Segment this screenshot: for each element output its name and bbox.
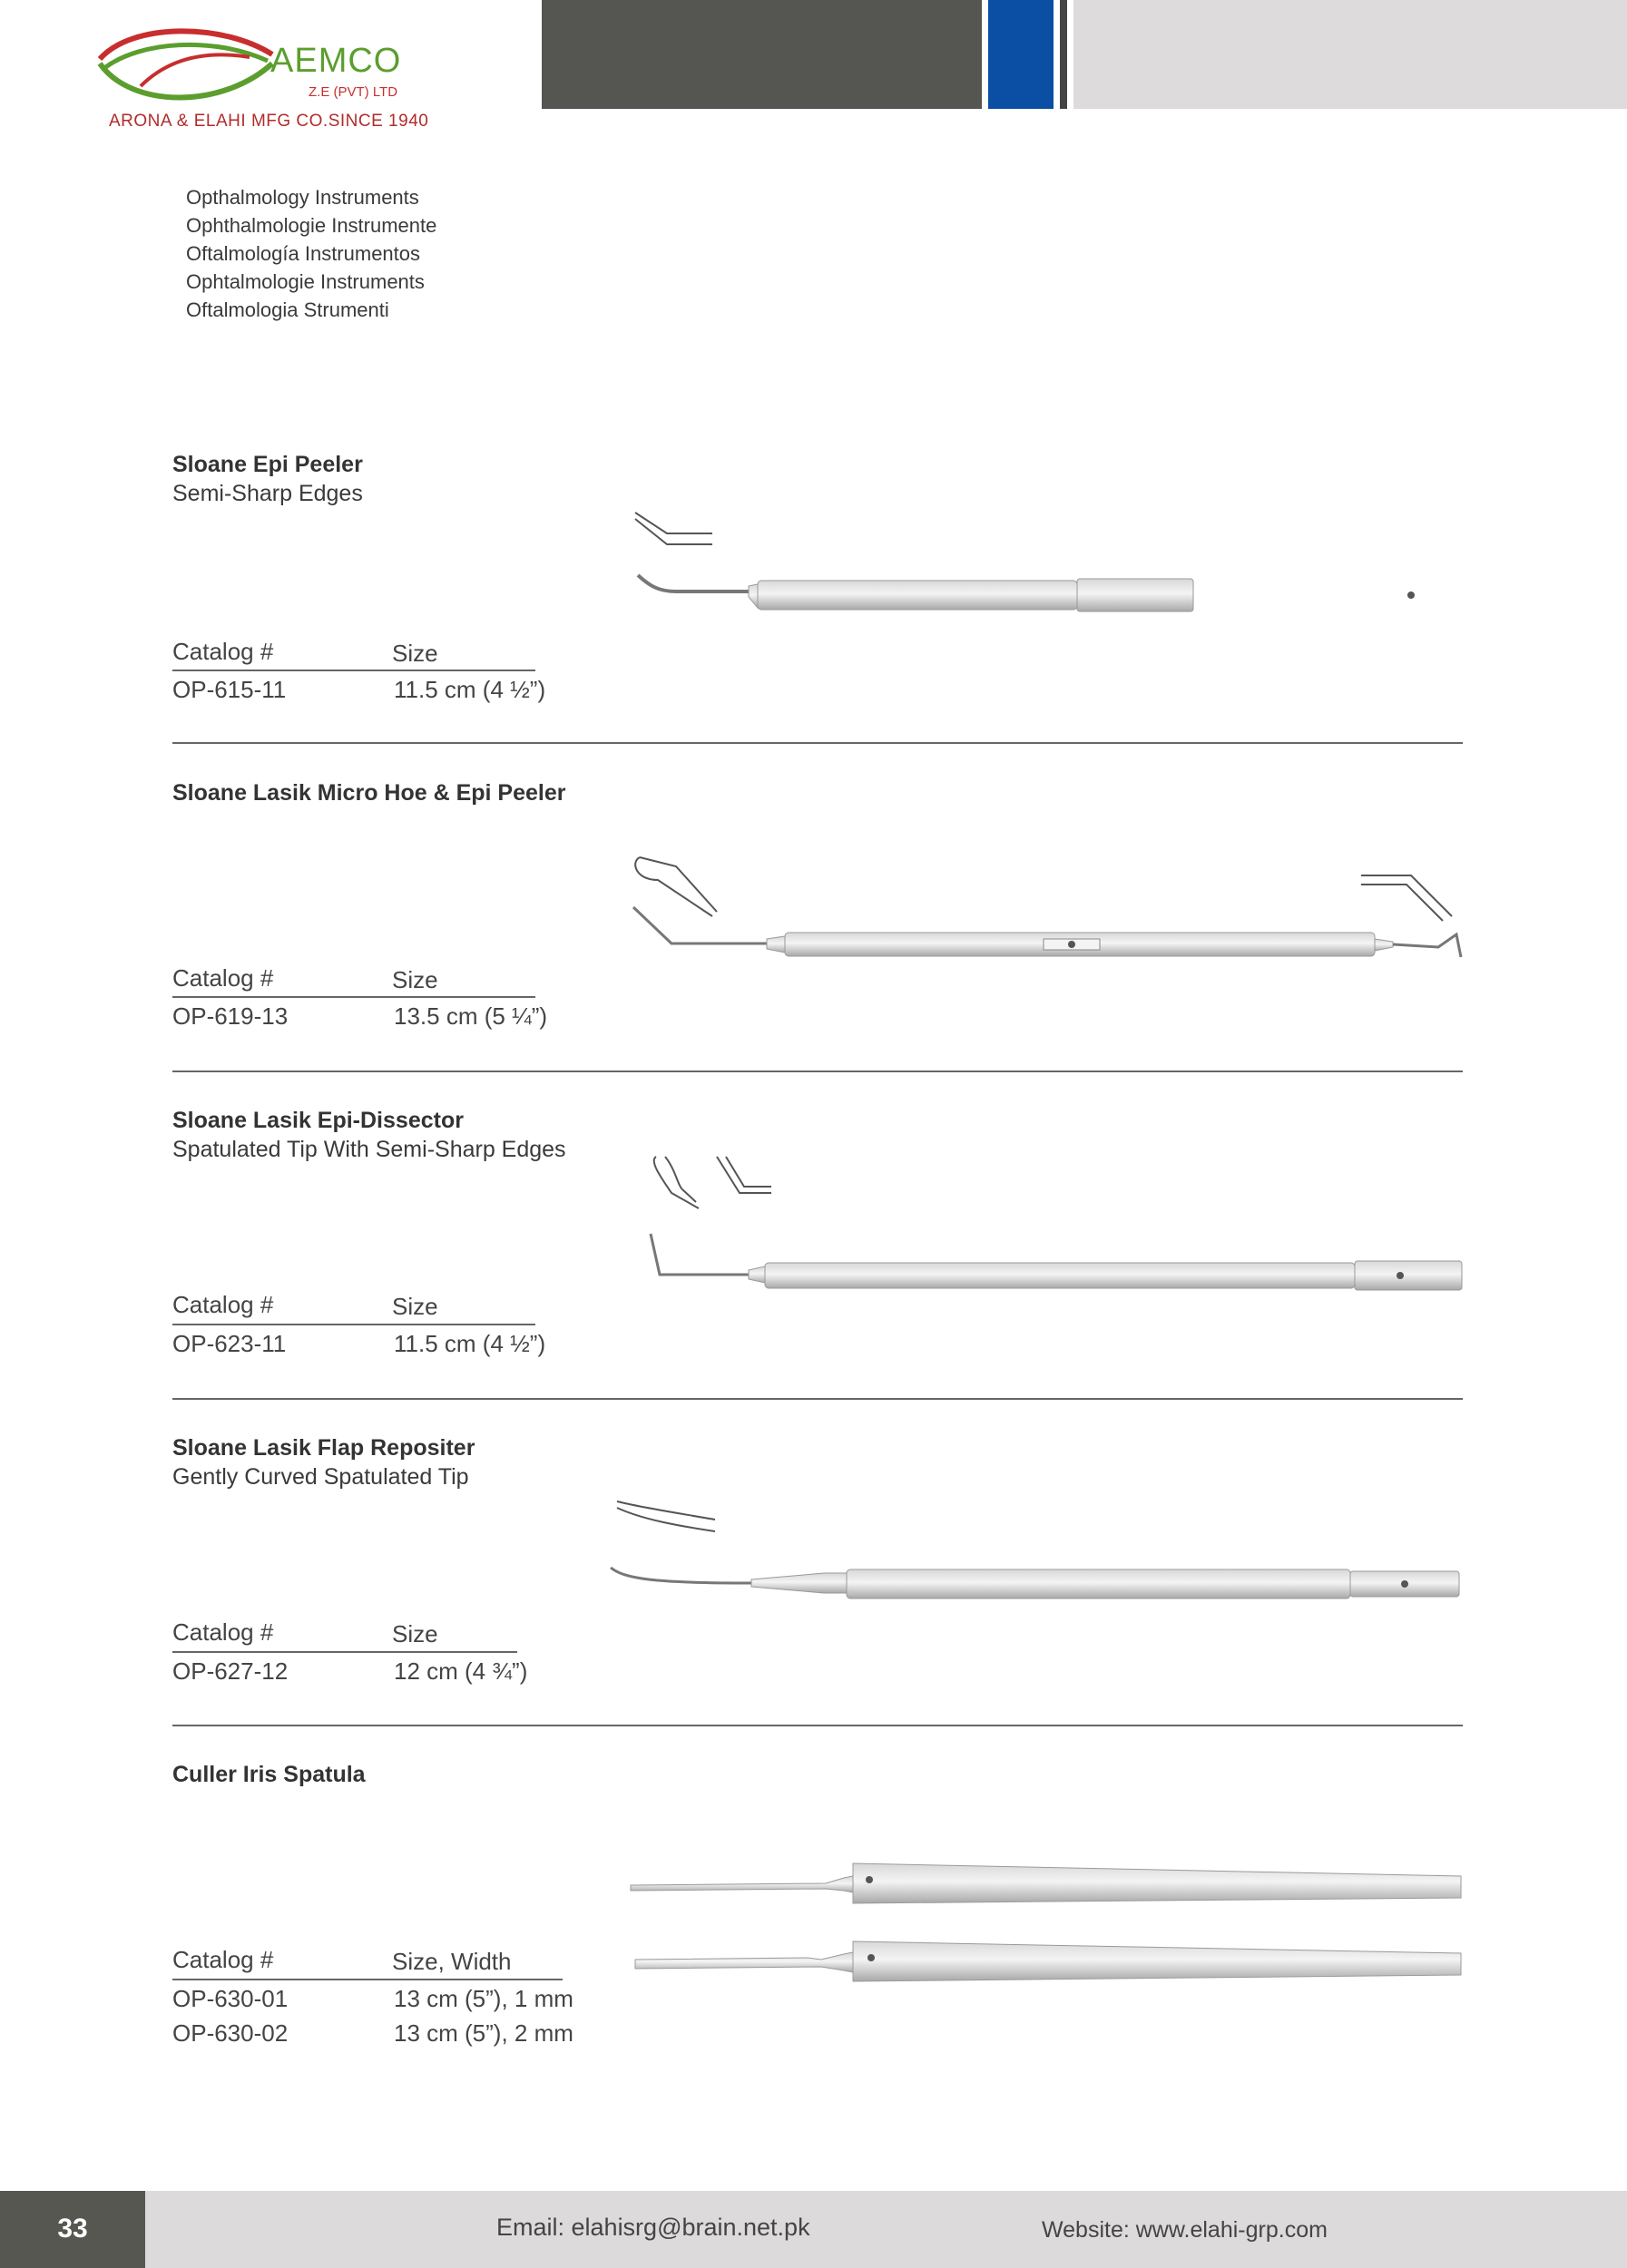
- section-divider: [172, 1725, 1463, 1726]
- catalog-header: Catalog #: [172, 964, 274, 992]
- header-bar-divider: [1060, 0, 1067, 109]
- catalog-number: OP-623-11: [172, 1330, 287, 1357]
- product-title: Sloane Epi Peeler: [172, 452, 363, 477]
- section-divider: [172, 1398, 1463, 1400]
- size-value: 13 cm (5”), 1 mm: [394, 1985, 573, 2012]
- catalog-header: Catalog #: [172, 1946, 274, 1973]
- brand-name: AEMCO: [270, 42, 402, 80]
- table-header-rule: [172, 996, 535, 998]
- product-title: Culler Iris Spatula: [172, 1762, 366, 1787]
- epi-dissector-image: [640, 1152, 1465, 1297]
- catalog-number: OP-619-13: [172, 1002, 289, 1030]
- catalog-number: OP-630-02: [172, 2019, 289, 2047]
- category-item: Ophthalmologie Instrumente: [186, 214, 437, 237]
- size-value: 11.5 cm (4 ½”): [394, 676, 546, 703]
- product-subtitle: Gently Curved Spatulated Tip: [172, 1464, 469, 1490]
- page-number: 33: [57, 2214, 88, 2244]
- size-value: 12 cm (4 ¾”): [394, 1657, 528, 1685]
- product-subtitle: Semi-Sharp Edges: [172, 481, 363, 506]
- flap-repositer-image: [606, 1497, 1466, 1606]
- catalog-header: Catalog #: [172, 1618, 274, 1646]
- catalog-header: Catalog #: [172, 1291, 274, 1318]
- section-divider: [172, 1070, 1463, 1072]
- brand-tagline: ARONA & ELAHI MFG CO.SINCE 1940: [109, 112, 429, 131]
- category-item: Ophtalmologie Instruments: [186, 270, 425, 293]
- size-value: 11.5 cm (4 ½”): [394, 1330, 546, 1357]
- table-header-rule: [172, 670, 535, 671]
- aemco-logo-icon: [95, 23, 277, 113]
- header-bar-light: [1073, 0, 1627, 109]
- product-title: Sloane Lasik Micro Hoe & Epi Peeler: [172, 780, 566, 806]
- brand-subtitle: Z.E (PVT) LTD: [309, 84, 398, 100]
- catalog-number: OP-630-01: [172, 1985, 289, 2012]
- category-item: Oftalmologia Strumenti: [186, 298, 389, 321]
- size-header: Size: [392, 640, 438, 667]
- size-value: 13.5 cm (5 ¼”): [394, 1002, 548, 1030]
- size-header: Size, Width: [392, 1948, 512, 1975]
- section-divider: [172, 742, 1463, 744]
- footer-bar: [145, 2191, 1627, 2268]
- category-list: [186, 183, 436, 324]
- product-title: Sloane Lasik Flap Repositer: [172, 1435, 475, 1461]
- size-header: Size: [392, 966, 438, 993]
- footer-website[interactable]: Website: www.elahi-grp.com: [1042, 2217, 1328, 2243]
- size-header: Size: [392, 1620, 438, 1647]
- size-value: 13 cm (5”), 2 mm: [394, 2019, 573, 2047]
- catalog-number: OP-627-12: [172, 1657, 289, 1685]
- micro-hoe-peeler-image: [631, 853, 1465, 980]
- product-title: Sloane Lasik Epi-Dissector: [172, 1108, 464, 1133]
- header-bar-dark: [542, 0, 982, 109]
- catalog-number: OP-615-11: [172, 676, 287, 703]
- size-header: Size: [392, 1293, 438, 1320]
- table-header-rule: [172, 1651, 517, 1653]
- footer-email[interactable]: Email: elahisrg@brain.net.pk: [496, 2214, 810, 2241]
- iris-spatula-image: [626, 1851, 1465, 1987]
- table-header-rule: [172, 1979, 563, 1980]
- category-item: Opthalmology Instruments: [186, 186, 419, 209]
- table-header-rule: [172, 1324, 535, 1325]
- header-bar-blue: [988, 0, 1054, 109]
- catalog-header: Catalog #: [172, 638, 274, 665]
- category-item: Oftalmología Instrumentos: [186, 242, 421, 265]
- product-subtitle: Spatulated Tip With Semi-Sharp Edges: [172, 1137, 566, 1162]
- epi-peeler-image: [631, 508, 1475, 617]
